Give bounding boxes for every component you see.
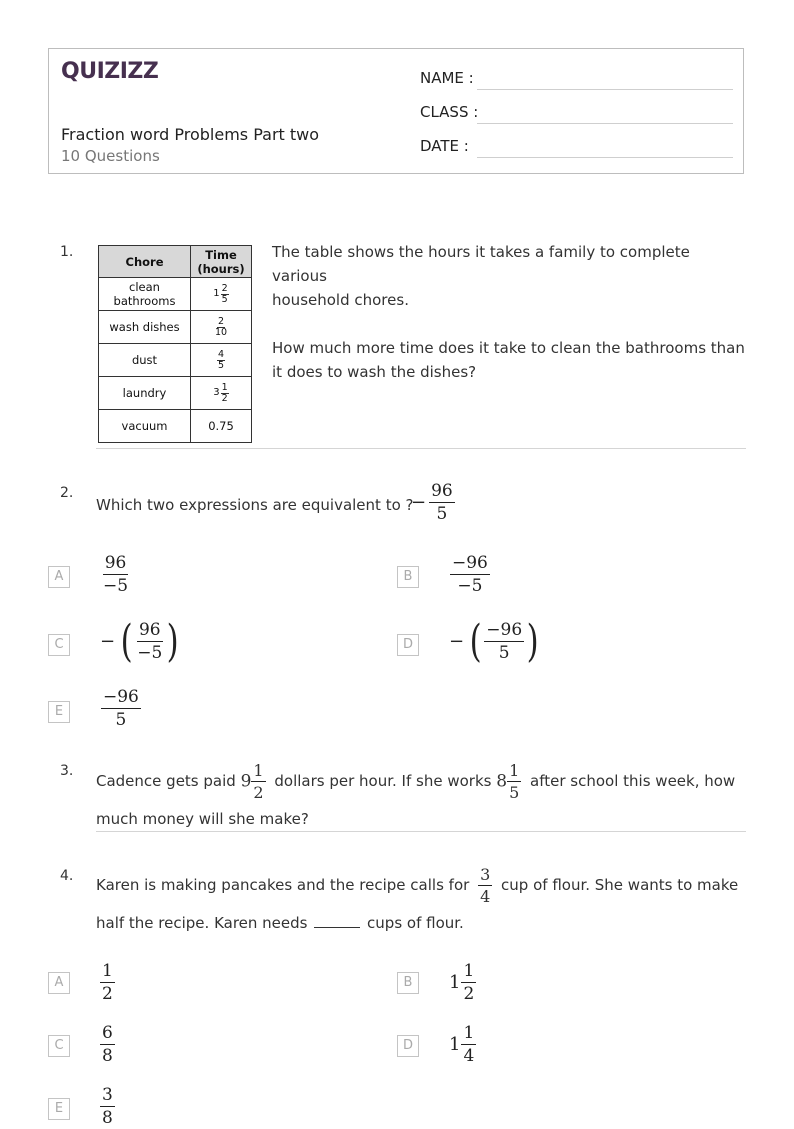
option-c-box[interactable]: C <box>48 1035 70 1057</box>
time-fraction <box>215 317 227 338</box>
chore-clean-a: clean <box>129 280 160 294</box>
class-label: CLASS : <box>420 103 479 121</box>
left-paren: ( <box>469 615 482 667</box>
numerator: 96 <box>431 481 453 501</box>
question-1-text <box>272 240 746 384</box>
table-cell-time: 0.75 <box>191 410 252 443</box>
option-c-box[interactable]: C <box>48 634 70 656</box>
numerator: 1 <box>463 961 475 981</box>
flour-fraction <box>478 864 492 907</box>
q4-text-d: cups of flour. <box>367 914 464 932</box>
minus-sign: − <box>411 492 427 513</box>
denominator: 2 <box>253 783 264 802</box>
numerator: 3 <box>480 865 491 884</box>
numerator: 1 <box>253 761 264 780</box>
fraction <box>429 480 455 525</box>
fraction <box>461 1022 476 1067</box>
numerator: 1 <box>463 1023 475 1043</box>
hours-whole: 8 <box>496 771 508 792</box>
table-cell-time <box>191 311 252 344</box>
q1-text-line: How much more time does it take to clean the bathrooms than <box>272 339 745 357</box>
table-cell-chore: wash dishes <box>99 311 191 344</box>
question-4-number: 4. <box>60 868 74 884</box>
denominator: 5 <box>498 643 510 663</box>
fraction <box>450 552 490 597</box>
whole-part: 1 <box>449 1034 461 1055</box>
pay-whole: 9 <box>240 771 252 792</box>
answer-blank <box>314 913 360 928</box>
worksheet-header <box>48 48 744 174</box>
left-paren: ( <box>120 615 133 667</box>
time-num: 2 <box>217 315 225 327</box>
question-count: 10 Questions <box>61 147 160 165</box>
q4-option-e-expression <box>100 1084 115 1129</box>
denominator: 4 <box>463 1046 475 1066</box>
time-den: 5 <box>221 293 228 305</box>
minus-sign: − <box>449 631 465 652</box>
numerator: 96 <box>104 553 127 573</box>
question-2-number: 2. <box>60 485 74 501</box>
time-num: 2 <box>221 282 228 294</box>
time-whole: 1 <box>213 288 220 299</box>
q4-text-a: Karen is making pancakes and the recipe calls for <box>96 876 470 894</box>
col-header-time-a: Time <box>205 247 237 262</box>
col-header-chore: Chore <box>99 246 191 278</box>
q4-option-b-expression <box>449 960 476 1005</box>
fraction <box>135 619 164 664</box>
q2-option-a-expression <box>101 552 130 597</box>
table-cell-time <box>191 278 252 311</box>
q2-option-c-expression <box>100 615 182 667</box>
q1-text-line: The table shows the hours it takes a family to complete various <box>272 243 690 285</box>
worksheet-title: Fraction word Problems Part two <box>61 125 320 144</box>
fraction <box>100 960 115 1005</box>
time-num: 1 <box>221 381 228 393</box>
quizizz-logo: QUIZIZZ <box>61 59 159 84</box>
hours-fraction <box>507 760 521 803</box>
denominator: −5 <box>457 576 483 596</box>
whole-part: 1 <box>449 972 461 993</box>
question-3-number: 3. <box>60 763 74 779</box>
option-b-box[interactable]: B <box>397 972 419 994</box>
q4-option-c-expression <box>100 1022 115 1067</box>
time-den: 10 <box>214 326 228 338</box>
table-cell-chore: laundry <box>99 377 191 410</box>
numerator: −96 <box>103 687 139 707</box>
fraction <box>100 1022 115 1067</box>
q4-option-d-expression <box>449 1022 476 1067</box>
question-4-text <box>96 864 738 907</box>
time-den: 5 <box>217 359 225 371</box>
q1-text-line: household chores. <box>272 291 409 309</box>
fraction <box>461 960 476 1005</box>
col-header-time-b: (hours) <box>197 261 245 276</box>
question-3-text-cont: much money will she make? <box>96 810 309 828</box>
q2-target-expression <box>411 480 455 525</box>
q2-option-b-expression <box>450 552 490 597</box>
chores-table <box>98 245 252 443</box>
pay-fraction <box>251 760 265 803</box>
fraction <box>101 686 141 731</box>
question-3-text <box>96 760 748 803</box>
fraction <box>100 1084 115 1129</box>
option-b-box[interactable]: B <box>397 566 419 588</box>
q4-text-c: half the recipe. Karen needs <box>96 914 308 932</box>
denominator: 5 <box>115 710 127 730</box>
denominator: 2 <box>102 984 113 1004</box>
denominator: 2 <box>463 984 475 1004</box>
denominator: 8 <box>102 1108 113 1128</box>
q2-option-d-expression <box>449 615 541 667</box>
denominator: 5 <box>509 783 520 802</box>
numerator: −96 <box>452 553 488 573</box>
q4-option-a-expression <box>100 960 115 1005</box>
chore-clean-b: bathrooms <box>113 294 176 308</box>
time-den: 2 <box>221 392 228 404</box>
table-cell-chore: dust <box>99 344 191 377</box>
date-label: DATE : <box>420 137 469 155</box>
option-a-box[interactable]: A <box>48 972 70 994</box>
class-line[interactable] <box>477 123 733 124</box>
q2-option-e-expression <box>101 686 141 731</box>
question-divider <box>96 448 746 449</box>
option-e-box[interactable]: E <box>48 1098 70 1120</box>
name-line[interactable] <box>477 89 733 90</box>
denominator: 4 <box>480 887 491 906</box>
col-header-time <box>191 246 252 278</box>
date-line[interactable] <box>477 157 733 158</box>
question-1-number: 1. <box>60 244 74 260</box>
time-whole: 3 <box>213 387 220 398</box>
fraction <box>101 552 130 597</box>
numerator: 1 <box>102 961 113 981</box>
numerator: 1 <box>509 761 520 780</box>
table-cell-time <box>191 344 252 377</box>
q3-text-b: dollars per hour. If she works <box>274 772 492 790</box>
denominator: −5 <box>137 643 163 663</box>
table-cell-time <box>191 377 252 410</box>
minus-sign: − <box>100 631 116 652</box>
time-fraction <box>221 284 229 305</box>
denominator: 5 <box>436 504 448 524</box>
question-4-text-cont <box>96 911 464 935</box>
time-fraction <box>217 350 225 371</box>
question-2-text: Which two expressions are equivalent to ? <box>96 496 414 514</box>
numerator: 6 <box>102 1023 113 1043</box>
time-num: 4 <box>217 348 225 360</box>
numerator: 3 <box>102 1085 113 1105</box>
denominator: −5 <box>103 576 129 596</box>
denominator: 8 <box>102 1046 113 1066</box>
numerator: 96 <box>138 620 161 640</box>
q1-text-line: it does to wash the dishes? <box>272 363 477 381</box>
option-e-box[interactable]: E <box>48 701 70 723</box>
fraction <box>484 619 524 664</box>
q3-text-c: after school this week, how <box>530 772 736 790</box>
name-label: NAME : <box>420 69 474 87</box>
right-paren: ) <box>526 615 539 667</box>
table-cell-chore: vacuum <box>99 410 191 443</box>
option-d-box[interactable]: D <box>397 1035 419 1057</box>
q4-text-b: cup of flour. She wants to make <box>501 876 739 894</box>
option-d-box[interactable]: D <box>397 634 419 656</box>
right-paren: ) <box>166 615 179 667</box>
question-divider <box>96 831 746 832</box>
time-fraction <box>221 383 229 404</box>
numerator: −96 <box>486 620 523 640</box>
option-a-box[interactable]: A <box>48 566 70 588</box>
table-cell-chore <box>99 278 191 311</box>
q3-text-a: Cadence gets paid <box>96 772 236 790</box>
